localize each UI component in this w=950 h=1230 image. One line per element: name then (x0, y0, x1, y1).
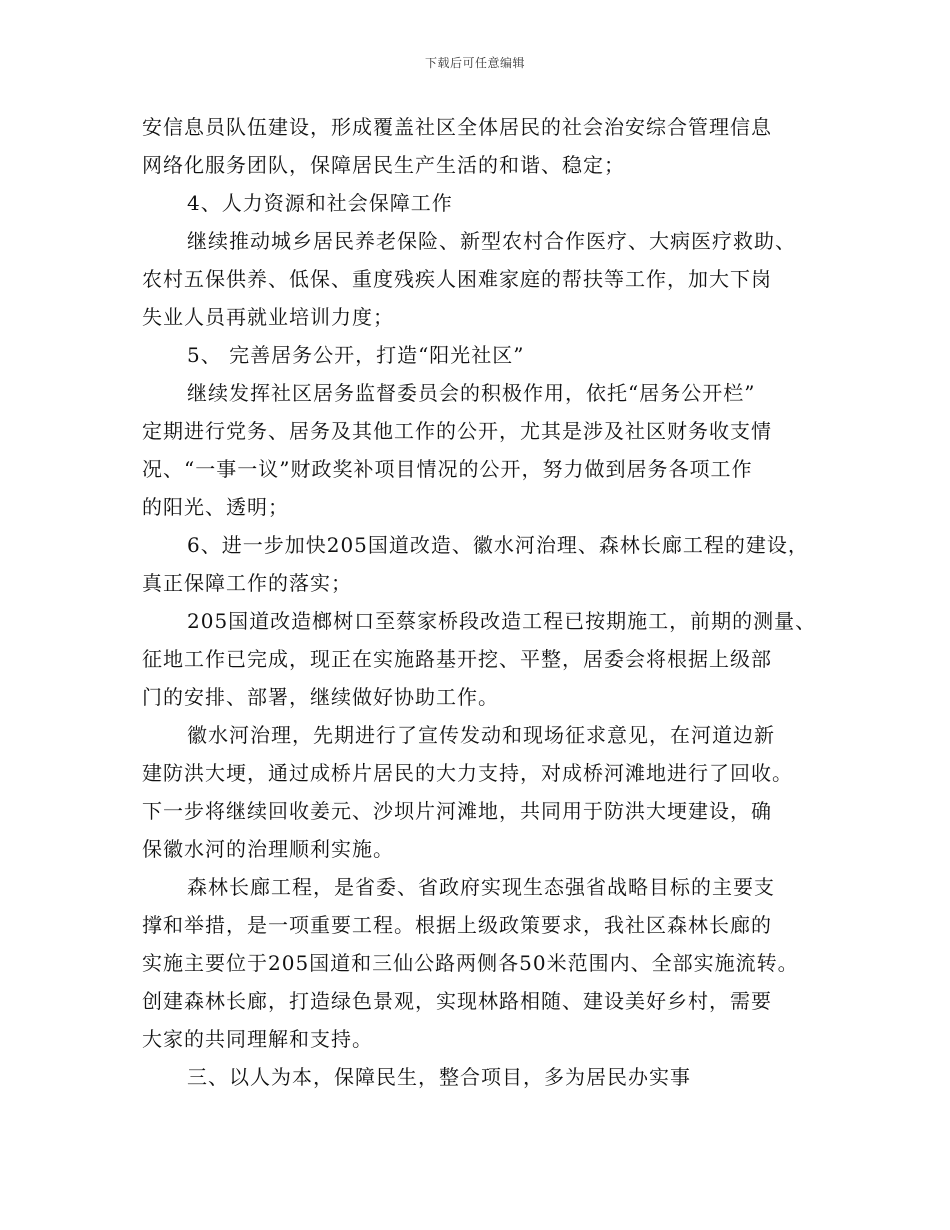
text-line: 实施主要位于205国道和三仙公路两侧各50米范围内、全部实施流转。 (142, 951, 799, 975)
text-line: 徽水河治理，先期进行了宣传发动和现场征求意见，在河道边新 (187, 723, 775, 747)
text-line: 大家的共同理解和支持。 (142, 1027, 373, 1051)
text-line: 征地工作已完成，现正在实施路基开挖、平整，居委会将根据上级部 (142, 647, 772, 671)
text-line: 失业人员再就业培训力度； (142, 305, 394, 329)
text-line: 205国道改造榔树口至蔡家桥段改造工程已按期施工，前期的测量、 (187, 609, 817, 633)
text-line: 网络化服务团队，保障居民生产生活的和谐、稳定； (142, 153, 625, 177)
text-line: 继续发挥社区居务监督委员会的积极作用，依托“居务公开栏” (187, 381, 756, 405)
document-body (142, 112, 842, 1100)
text-line: 况、“一事一议”财政奖补项目情况的公开，努力做到居务各项工作 (142, 457, 753, 481)
text-line: 建防洪大埂，通过成桥片居民的大力支持，对成桥河滩地进行了回收。 (142, 761, 793, 785)
text-line: 门的安排、部署，继续做好协助工作。 (142, 685, 499, 709)
text-line: 安信息员队伍建设，形成覆盖社区全体居民的社会治安综合管理信息 (142, 115, 772, 139)
text-line: 三、以人为本，保障民生，整合项目，多为居民办实事 (187, 1065, 691, 1089)
text-line: 森林长廊工程，是省委、省政府实现生态强省战略目标的主要支 (187, 875, 775, 899)
text-line: 保徽水河的治理顺利实施。 (142, 837, 394, 861)
text-line: 创建森林长廊，打造绿色景观，实现林路相随、建设美好乡村，需要 (142, 989, 772, 1013)
text-line: 4、人力资源和社会保障工作 (187, 191, 453, 215)
text-line: 农村五保供养、低保、重度残疾人困难家庭的帮扶等工作，加大下岗 (142, 267, 772, 291)
text-line: 6、进一步加快205国道改造、徽水河治理、森林长廊工程的建设， (187, 533, 809, 557)
text-line: 真正保障工作的落实； (142, 571, 352, 595)
text-line: 定期进行党务、居务及其他工作的公开，尤其是涉及社区财务收支情 (142, 419, 772, 443)
text-line: 撑和举措，是一项重要工程。根据上级政策要求，我社区森林长廊的 (142, 913, 772, 937)
text-line: 下一步将继续回收姜元、沙坝片河滩地，共同用于防洪大埂建设，确 (142, 799, 772, 823)
text-line: 的阳光、透明； (142, 495, 289, 519)
text-line: 5、 完善居务公开，打造“阳光社区” (187, 343, 525, 367)
text-line: 继续推动城乡居民养老保险、新型农村合作医疗、大病医疗救助、 (187, 229, 796, 253)
page-header-note: 下载后可任意编辑 (424, 56, 525, 70)
